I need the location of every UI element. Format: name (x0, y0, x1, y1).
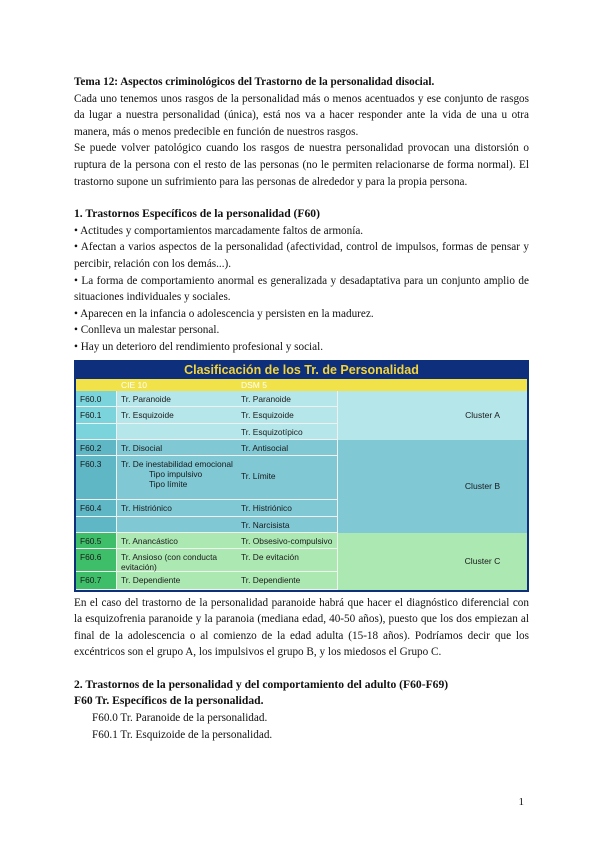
row-dsm: Tr. Dependiente (237, 572, 337, 590)
cluster-c-label (337, 533, 527, 590)
bullet-item: • Aparecen en la infancia o adolescencia y persisten en la madurez. (74, 307, 374, 320)
row-dsm: Tr. Narcisista (237, 517, 337, 533)
row-code: F60.6 (76, 549, 117, 572)
cluster-a-text: Cluster A (465, 409, 500, 420)
section-1-heading: 1. Trastornos Específicos de la personalidad (F60) (74, 207, 320, 221)
section-2-heading: 2. Trastornos de la personalidad y del comportamiento del adulto (F60-F69) (74, 677, 449, 691)
header-dsm: DSM 5 (237, 379, 337, 391)
bullet-item: • La forma de comportamiento anormal es generalizada y desadaptativa para un conjunto amplio de situaciones individuales y sociales. (74, 274, 529, 304)
bullet-item: • Conlleva un malestar personal. (74, 324, 220, 337)
row-dsm: Tr. Límite (237, 456, 337, 500)
classification-slide-image (74, 360, 529, 592)
row-dsm: Tr. Antisocial (237, 440, 337, 456)
row-code: F60.3 (76, 456, 117, 500)
row-cie (117, 424, 237, 440)
slide-title: Clasificación de los Tr. de Personalidad (184, 362, 419, 377)
row-dsm: Tr. Esquizoide (237, 407, 337, 424)
row-code: F60.5 (76, 533, 117, 549)
document-title: Tema 12: Aspectos criminológicos del Trastorno de la personalidad disocial. (74, 76, 435, 88)
row-cie: Tr. Anancástico (117, 533, 237, 549)
cluster-b-text: Cluster B (464, 480, 501, 491)
row-dsm: Tr. De evitación (237, 549, 337, 572)
intro-paragraph-2: Se puede volver patológico cuando los rasgos de nuestra personalidad provocan una distorsión o ruptura de la persona con el resto de las personas (no le permiten relacionarse de forma normal). El trastorno supone un sufrimiento para las personas de alrededor y para la propia persona. (74, 142, 529, 188)
row-code: F60.2 (76, 440, 117, 456)
classification-table (76, 379, 527, 590)
bullet-item: • Afectan a varios aspectos de la personalidad (afectividad, control de impulsos, formas de pensar y percibir, relación con los demás...). (74, 241, 529, 270)
row-dsm: Tr. Esquizotípico (237, 424, 337, 440)
row-cie: Tr. Histriónico (117, 500, 237, 517)
row-dsm: Tr. Obsesivo-compulsivo (237, 533, 337, 549)
header-cluster-cell (337, 379, 527, 391)
row-cie-subtype: Tipo límite (149, 478, 188, 489)
document-page (74, 74, 529, 743)
intro-paragraph-1: Cada uno tenemos unos rasgos de la personalidad más o menos acentuados y ese conjunto de rasgos da lugar a nuestra personalidad (única), está nos va a hacer responder ante la vida de una u otra manera, más o menos predecible en función de nuestros rasgos. (74, 92, 529, 138)
row-cie: Tr. Ansioso (con conducta evitación) (117, 549, 237, 572)
row-code: F60.7 (76, 572, 117, 590)
bullet-item: • Actitudes y comportamientos marcadamente faltos de armonía. (74, 224, 364, 237)
cluster-c-text: Cluster C (464, 555, 501, 566)
row-cie: Tr. Paranoide (117, 391, 237, 407)
row-cie: Tr. Esquizoide (117, 407, 237, 424)
row-code: F60.4 (76, 500, 117, 517)
list-item: F60.0 Tr. Paranoide de la personalidad. (92, 712, 268, 725)
cluster-a-label (337, 391, 527, 440)
bullet-item: • Hay un deterioro del rendimiento profesional y social. (74, 340, 324, 353)
list-item: F60.1 Tr. Esquizoide de la personalidad. (92, 728, 273, 741)
row-code: F60.1 (76, 407, 117, 424)
cluster-b-label (337, 440, 527, 533)
row-code: F60.0 (76, 391, 117, 407)
header-cie: CIE 10 (117, 379, 237, 391)
header-code-cell (76, 379, 117, 391)
page-number: 1 (518, 796, 524, 808)
after-table-paragraph: En el caso del trastorno de la personalidad paranoide habrá que hacer el diagnóstico diferencial con la esquizofrenia paranoide y la paranoia (mediana edad, 40-50 años), puesto que los dos empiezan al final de la adolescencia o al comienzo de la edad adulta (15-18 años). Podríamos decir que los excéntricos son el grupo A, los impulsivos el grupo B, y los miedosos el Grupo C. (74, 596, 529, 659)
row-code (76, 517, 117, 533)
row-cie-subtype: Tipo impulsivo (149, 468, 203, 479)
section-2-subheading: F60 Tr. Específicos de la personalidad. (74, 694, 264, 708)
row-cie (117, 517, 237, 533)
row-cie: Tr. Dependiente (117, 572, 237, 590)
row-cie-multiline (117, 456, 237, 500)
row-dsm: Tr. Paranoide (237, 391, 337, 407)
row-dsm: Tr. Histriónico (237, 500, 337, 517)
row-code (76, 424, 117, 440)
row-cie: Tr. Disocial (117, 440, 237, 456)
row-cie: Tr. De inestabilidad emocional (121, 458, 233, 469)
